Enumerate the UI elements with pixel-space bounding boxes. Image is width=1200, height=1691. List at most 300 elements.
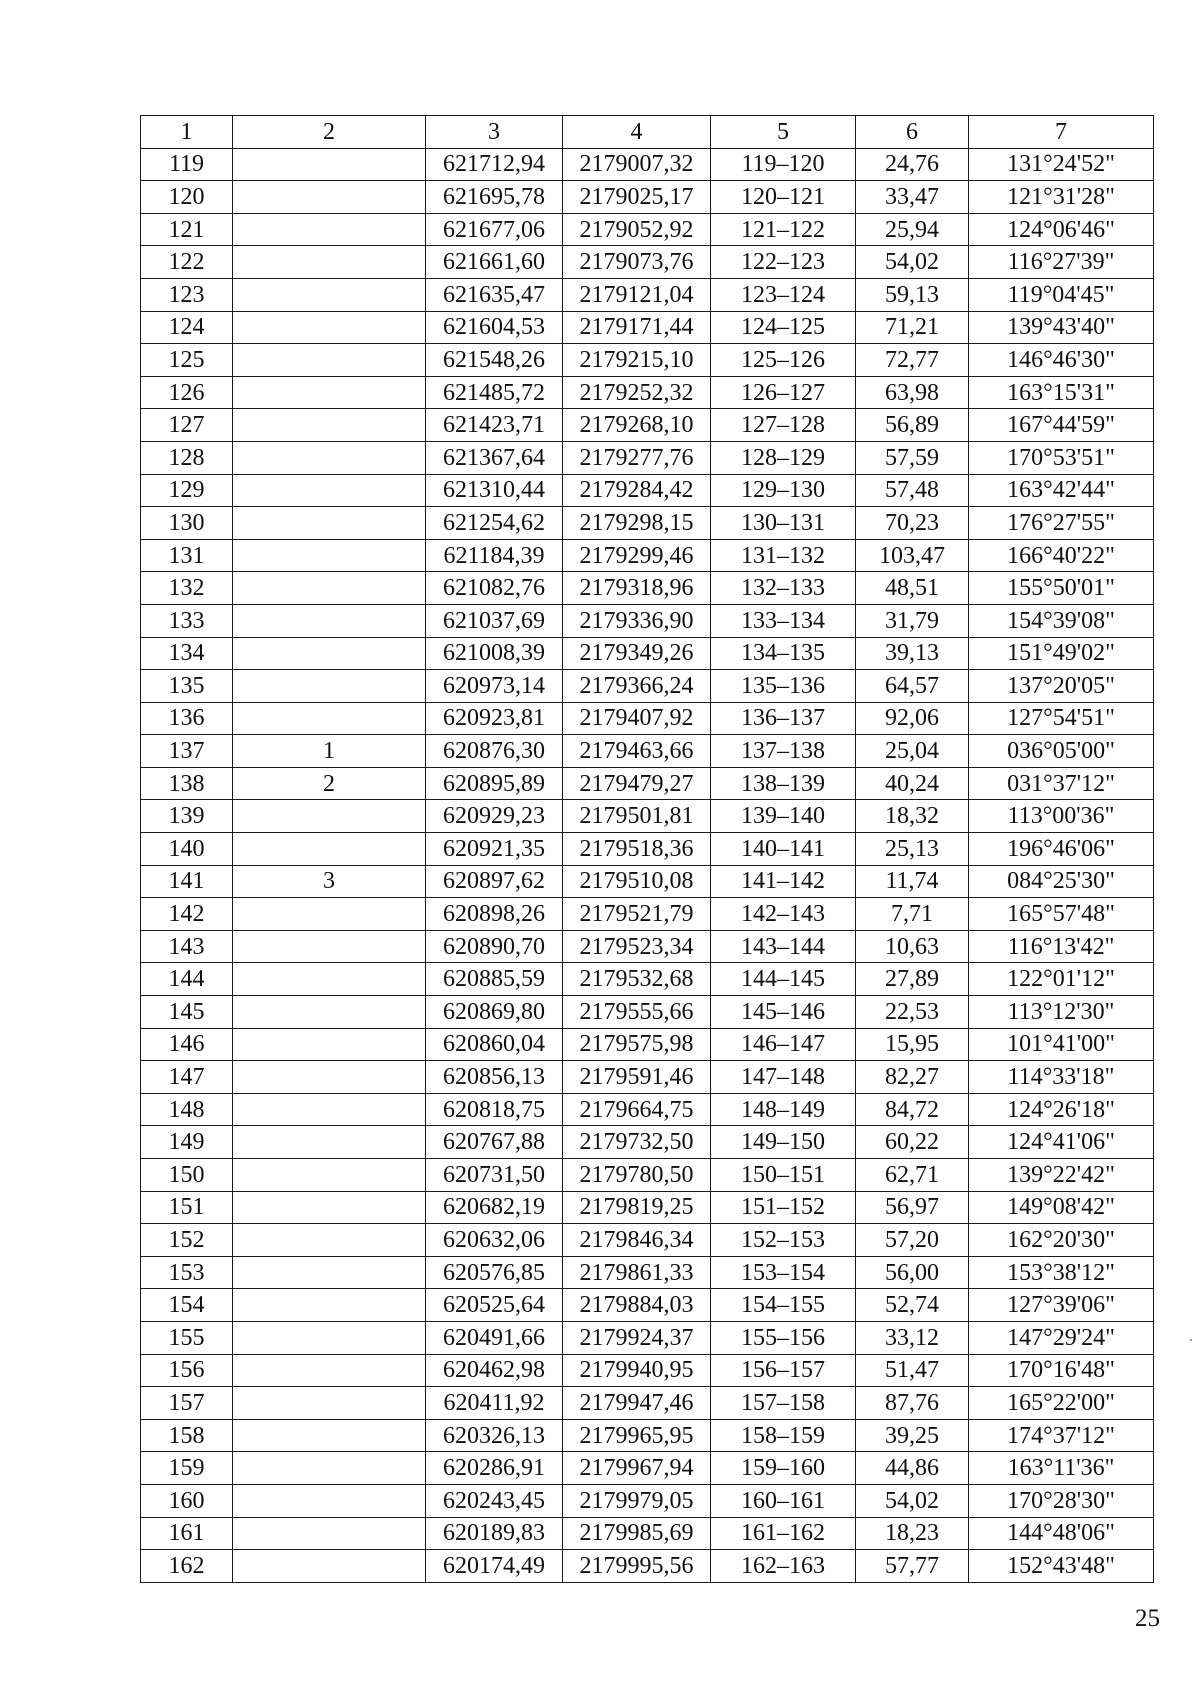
marker-number-cell [233,1354,426,1387]
table-row [141,1126,1154,1159]
coordinate-x-cell: 620174,49 [426,1550,563,1583]
table-row [141,1452,1154,1485]
marker-number-cell [233,996,426,1029]
coordinate-y-cell: 2179965,95 [563,1419,711,1452]
bearing-cell: 127°39'06" [969,1289,1154,1322]
point-number-cell: 119 [141,148,233,181]
distance-cell: 71,21 [856,311,969,344]
coordinate-y-cell: 2179336,90 [563,604,711,637]
table-row [141,930,1154,963]
bearing-cell: 176°27'55" [969,507,1154,540]
marker-number-cell [233,213,426,246]
coordinate-y-cell: 2179284,42 [563,474,711,507]
coordinate-x-cell: 620189,83 [426,1517,563,1550]
coordinate-x-cell: 621677,06 [426,213,563,246]
coordinate-x-cell: 620576,85 [426,1256,563,1289]
coordinate-y-cell: 2179007,32 [563,148,711,181]
coordinate-x-cell: 621254,62 [426,507,563,540]
distance-cell: 82,27 [856,1061,969,1094]
coordinate-x-cell: 620411,92 [426,1387,563,1420]
distance-cell: 25,13 [856,833,969,866]
bearing-cell: 124°26'18" [969,1093,1154,1126]
coordinate-x-cell: 620895,89 [426,767,563,800]
marker-number-cell [233,278,426,311]
marker-number-cell: 3 [233,865,426,898]
bearing-cell: 127°54'51" [969,702,1154,735]
point-number-cell: 123 [141,278,233,311]
coordinate-x-cell: 620885,59 [426,963,563,996]
coordinate-y-cell: 2179277,76 [563,441,711,474]
bearing-cell: 131°24'52" [969,148,1154,181]
table-row [141,1061,1154,1094]
coordinate-y-cell: 2179463,66 [563,735,711,768]
marker-number-cell [233,800,426,833]
segment-cell: 153–154 [711,1256,856,1289]
distance-cell: 48,51 [856,572,969,605]
distance-cell: 54,02 [856,246,969,279]
table-row [141,181,1154,214]
bearing-cell: 165°22'00" [969,1387,1154,1420]
segment-cell: 129–130 [711,474,856,507]
segment-cell: 121–122 [711,213,856,246]
table-row [141,604,1154,637]
point-number-cell: 120 [141,181,233,214]
segment-cell: 127–128 [711,409,856,442]
coordinate-x-cell: 621082,76 [426,572,563,605]
distance-cell: 39,13 [856,637,969,670]
coordinate-y-cell: 2179215,10 [563,344,711,377]
point-number-cell: 122 [141,246,233,279]
coordinate-y-cell: 2179780,50 [563,1159,711,1192]
coordinate-x-cell: 620818,75 [426,1093,563,1126]
coordinate-x-cell: 621423,71 [426,409,563,442]
segment-cell: 119–120 [711,148,856,181]
point-number-cell: 138 [141,767,233,800]
table-row [141,213,1154,246]
marker-number-cell [233,1387,426,1420]
distance-cell: 15,95 [856,1028,969,1061]
marker-number-cell [233,833,426,866]
segment-cell: 161–162 [711,1517,856,1550]
point-number-cell: 132 [141,572,233,605]
marker-number-cell [233,702,426,735]
segment-cell: 152–153 [711,1224,856,1257]
coordinate-y-cell: 2179073,76 [563,246,711,279]
distance-cell: 54,02 [856,1484,969,1517]
distance-cell: 57,59 [856,441,969,474]
coordinate-x-cell: 620876,30 [426,735,563,768]
coordinates-table [140,115,1154,1583]
distance-cell: 39,25 [856,1419,969,1452]
coordinate-x-cell: 620923,81 [426,702,563,735]
point-number-cell: 155 [141,1321,233,1354]
coordinate-y-cell: 2179591,46 [563,1061,711,1094]
coordinate-x-cell: 620973,14 [426,670,563,703]
coordinate-x-cell: 621008,39 [426,637,563,670]
distance-cell: 70,23 [856,507,969,540]
segment-cell: 150–151 [711,1159,856,1192]
point-number-cell: 161 [141,1517,233,1550]
point-number-cell: 159 [141,1452,233,1485]
coordinate-y-cell: 2179407,92 [563,702,711,735]
table-row [141,833,1154,866]
table-row [141,1419,1154,1452]
segment-cell: 141–142 [711,865,856,898]
table-row [141,246,1154,279]
segment-cell: 120–121 [711,181,856,214]
distance-cell: 59,13 [856,278,969,311]
point-number-cell: 157 [141,1387,233,1420]
marker-number-cell [233,963,426,996]
marker-number-cell [233,148,426,181]
coordinate-y-cell: 2179479,27 [563,767,711,800]
coordinate-y-cell: 2179523,34 [563,930,711,963]
marker-number-cell [233,930,426,963]
segment-cell: 131–132 [711,539,856,572]
marker-number-cell [233,1289,426,1322]
table-header-row [141,116,1154,149]
marker-number-cell [233,1191,426,1224]
table-row [141,1159,1154,1192]
coordinate-x-cell: 621548,26 [426,344,563,377]
segment-cell: 123–124 [711,278,856,311]
coordinate-y-cell: 2179940,95 [563,1354,711,1387]
coordinate-y-cell: 2179299,46 [563,539,711,572]
column-header: 5 [711,116,856,149]
point-number-cell: 124 [141,311,233,344]
segment-cell: 140–141 [711,833,856,866]
coordinate-x-cell: 621604,53 [426,311,563,344]
table-row [141,539,1154,572]
table-row [141,409,1154,442]
distance-cell: 51,47 [856,1354,969,1387]
bearing-cell: 124°41'06" [969,1126,1154,1159]
coordinate-y-cell: 2179846,34 [563,1224,711,1257]
coordinate-y-cell: 2179510,08 [563,865,711,898]
marker-number-cell: 1 [233,735,426,768]
table-row [141,1321,1154,1354]
bearing-cell: 170°16'48" [969,1354,1154,1387]
point-number-cell: 139 [141,800,233,833]
marker-number-cell [233,344,426,377]
coordinate-y-cell: 2179121,04 [563,278,711,311]
marker-number-cell [233,1159,426,1192]
segment-cell: 133–134 [711,604,856,637]
point-number-cell: 134 [141,637,233,670]
table-row [141,1354,1154,1387]
bearing-cell: 137°20'05" [969,670,1154,703]
distance-cell: 62,71 [856,1159,969,1192]
column-header: 4 [563,116,711,149]
segment-cell: 147–148 [711,1061,856,1094]
coordinate-y-cell: 2179521,79 [563,898,711,931]
distance-cell: 22,53 [856,996,969,1029]
distance-cell: 84,72 [856,1093,969,1126]
point-number-cell: 135 [141,670,233,703]
bearing-cell: 146°46'30" [969,344,1154,377]
segment-cell: 154–155 [711,1289,856,1322]
segment-cell: 148–149 [711,1093,856,1126]
marker-number-cell [233,409,426,442]
marker-number-cell [233,1256,426,1289]
bearing-cell: 036°05'00" [969,735,1154,768]
bearing-cell: 167°44'59" [969,409,1154,442]
point-number-cell: 143 [141,930,233,963]
table-row [141,1517,1154,1550]
column-header: 3 [426,116,563,149]
marker-number-cell [233,539,426,572]
marker-number-cell [233,1484,426,1517]
point-number-cell: 145 [141,996,233,1029]
bearing-cell: 163°15'31" [969,376,1154,409]
segment-cell: 156–157 [711,1354,856,1387]
table-row [141,735,1154,768]
distance-cell: 44,86 [856,1452,969,1485]
segment-cell: 146–147 [711,1028,856,1061]
table-row [141,800,1154,833]
segment-cell: 135–136 [711,670,856,703]
coordinate-x-cell: 620929,23 [426,800,563,833]
coordinate-y-cell: 2179518,36 [563,833,711,866]
marker-number-cell [233,1517,426,1550]
table-row [141,507,1154,540]
table-row [141,1484,1154,1517]
marker-number-cell [233,1321,426,1354]
table-row [141,278,1154,311]
segment-cell: 144–145 [711,963,856,996]
segment-cell: 157–158 [711,1387,856,1420]
segment-cell: 137–138 [711,735,856,768]
point-number-cell: 150 [141,1159,233,1192]
point-number-cell: 152 [141,1224,233,1257]
distance-cell: 103,47 [856,539,969,572]
column-header: 7 [969,116,1154,149]
coordinate-y-cell: 2179501,81 [563,800,711,833]
marker-number-cell [233,1093,426,1126]
table-row [141,1387,1154,1420]
segment-cell: 122–123 [711,246,856,279]
distance-cell: 31,79 [856,604,969,637]
coordinate-x-cell: 620731,50 [426,1159,563,1192]
bearing-cell: 147°29'24" [969,1321,1154,1354]
marker-number-cell [233,1550,426,1583]
distance-cell: 57,20 [856,1224,969,1257]
point-number-cell: 154 [141,1289,233,1322]
distance-cell: 27,89 [856,963,969,996]
distance-cell: 57,48 [856,474,969,507]
distance-cell: 72,77 [856,344,969,377]
table-row [141,344,1154,377]
point-number-cell: 146 [141,1028,233,1061]
point-number-cell: 142 [141,898,233,931]
coordinate-x-cell: 620856,13 [426,1061,563,1094]
distance-cell: 52,74 [856,1289,969,1322]
marker-number-cell [233,441,426,474]
coordinate-y-cell: 2179052,92 [563,213,711,246]
table-row [141,572,1154,605]
distance-cell: 18,32 [856,800,969,833]
table-row [141,996,1154,1029]
bearing-cell: 139°22'42" [969,1159,1154,1192]
marker-number-cell [233,1126,426,1159]
point-number-cell: 158 [141,1419,233,1452]
coordinate-x-cell: 620860,04 [426,1028,563,1061]
segment-cell: 139–140 [711,800,856,833]
point-number-cell: 127 [141,409,233,442]
marker-number-cell [233,898,426,931]
bearing-cell: 116°27'39" [969,246,1154,279]
marker-number-cell [233,1452,426,1485]
coordinate-y-cell: 2179924,37 [563,1321,711,1354]
coordinate-x-cell: 620898,26 [426,898,563,931]
marker-number-cell [233,637,426,670]
segment-cell: 132–133 [711,572,856,605]
table-body [141,148,1154,1582]
bearing-cell: 144°48'06" [969,1517,1154,1550]
bearing-cell: 101°41'00" [969,1028,1154,1061]
point-number-cell: 129 [141,474,233,507]
marker-number-cell [233,311,426,344]
bearing-cell: 152°43'48" [969,1550,1154,1583]
distance-cell: 40,24 [856,767,969,800]
segment-cell: 149–150 [711,1126,856,1159]
point-number-cell: 153 [141,1256,233,1289]
coordinate-x-cell: 621661,60 [426,246,563,279]
distance-cell: 10,63 [856,930,969,963]
bearing-cell: 166°40'22" [969,539,1154,572]
coordinate-x-cell: 621712,94 [426,148,563,181]
segment-cell: 145–146 [711,996,856,1029]
point-number-cell: 133 [141,604,233,637]
coordinate-x-cell: 620491,66 [426,1321,563,1354]
distance-cell: 56,89 [856,409,969,442]
table-row [141,1289,1154,1322]
bearing-cell: 113°12'30" [969,996,1154,1029]
coordinate-x-cell: 620890,70 [426,930,563,963]
table-row [141,376,1154,409]
segment-cell: 138–139 [711,767,856,800]
distance-cell: 11,74 [856,865,969,898]
point-number-cell: 160 [141,1484,233,1517]
column-header: 1 [141,116,233,149]
table-row [141,148,1154,181]
point-number-cell: 162 [141,1550,233,1583]
scan-speck [1190,1339,1192,1341]
coordinate-y-cell: 2179995,56 [563,1550,711,1583]
coordinate-y-cell: 2179252,32 [563,376,711,409]
table-row [141,1093,1154,1126]
distance-cell: 33,12 [856,1321,969,1354]
bearing-cell: 031°37'12" [969,767,1154,800]
marker-number-cell [233,572,426,605]
segment-cell: 136–137 [711,702,856,735]
bearing-cell: 116°13'42" [969,930,1154,963]
marker-number-cell [233,1419,426,1452]
distance-cell: 57,77 [856,1550,969,1583]
table-row [141,474,1154,507]
marker-number-cell [233,474,426,507]
bearing-cell: 155°50'01" [969,572,1154,605]
segment-cell: 125–126 [711,344,856,377]
marker-number-cell [233,246,426,279]
coordinate-x-cell: 621037,69 [426,604,563,637]
table-row [141,865,1154,898]
table-row [141,1224,1154,1257]
point-number-cell: 136 [141,702,233,735]
coordinate-y-cell: 2179819,25 [563,1191,711,1224]
point-number-cell: 131 [141,539,233,572]
point-number-cell: 128 [141,441,233,474]
coordinate-y-cell: 2179298,15 [563,507,711,540]
coordinate-x-cell: 621310,44 [426,474,563,507]
table-row [141,963,1154,996]
coordinate-y-cell: 2179366,24 [563,670,711,703]
point-number-cell: 140 [141,833,233,866]
segment-cell: 158–159 [711,1419,856,1452]
segment-cell: 151–152 [711,1191,856,1224]
distance-cell: 18,23 [856,1517,969,1550]
table-row [141,1550,1154,1583]
distance-cell: 56,00 [856,1256,969,1289]
bearing-cell: 149°08'42" [969,1191,1154,1224]
bearing-cell: 153°38'12" [969,1256,1154,1289]
coordinate-x-cell: 621695,78 [426,181,563,214]
segment-cell: 142–143 [711,898,856,931]
coordinate-x-cell: 620286,91 [426,1452,563,1485]
marker-number-cell [233,376,426,409]
table-row [141,1191,1154,1224]
coordinate-x-cell: 620897,62 [426,865,563,898]
marker-number-cell [233,1028,426,1061]
point-number-cell: 149 [141,1126,233,1159]
column-header: 6 [856,116,969,149]
coordinate-y-cell: 2179532,68 [563,963,711,996]
coordinate-y-cell: 2179884,03 [563,1289,711,1322]
bearing-cell: 151°49'02" [969,637,1154,670]
coordinate-y-cell: 2179947,46 [563,1387,711,1420]
coordinate-x-cell: 620869,80 [426,996,563,1029]
coordinate-y-cell: 2179979,05 [563,1484,711,1517]
point-number-cell: 148 [141,1093,233,1126]
coordinate-y-cell: 2179967,94 [563,1452,711,1485]
coordinate-x-cell: 621485,72 [426,376,563,409]
coordinate-x-cell: 620767,88 [426,1126,563,1159]
coordinate-x-cell: 620921,35 [426,833,563,866]
column-header: 2 [233,116,426,149]
bearing-cell: 170°28'30" [969,1484,1154,1517]
bearing-cell: 114°33'18" [969,1061,1154,1094]
point-number-cell: 147 [141,1061,233,1094]
bearing-cell: 174°37'12" [969,1419,1154,1452]
coordinate-y-cell: 2179171,44 [563,311,711,344]
table-row [141,767,1154,800]
distance-cell: 64,57 [856,670,969,703]
point-number-cell: 126 [141,376,233,409]
coordinate-y-cell: 2179318,96 [563,572,711,605]
bearing-cell: 122°01'12" [969,963,1154,996]
distance-cell: 92,06 [856,702,969,735]
point-number-cell: 156 [141,1354,233,1387]
table-row [141,637,1154,670]
point-number-cell: 141 [141,865,233,898]
distance-cell: 25,94 [856,213,969,246]
point-number-cell: 144 [141,963,233,996]
segment-cell: 128–129 [711,441,856,474]
distance-cell: 60,22 [856,1126,969,1159]
segment-cell: 155–156 [711,1321,856,1354]
bearing-cell: 119°04'45" [969,278,1154,311]
segment-cell: 124–125 [711,311,856,344]
